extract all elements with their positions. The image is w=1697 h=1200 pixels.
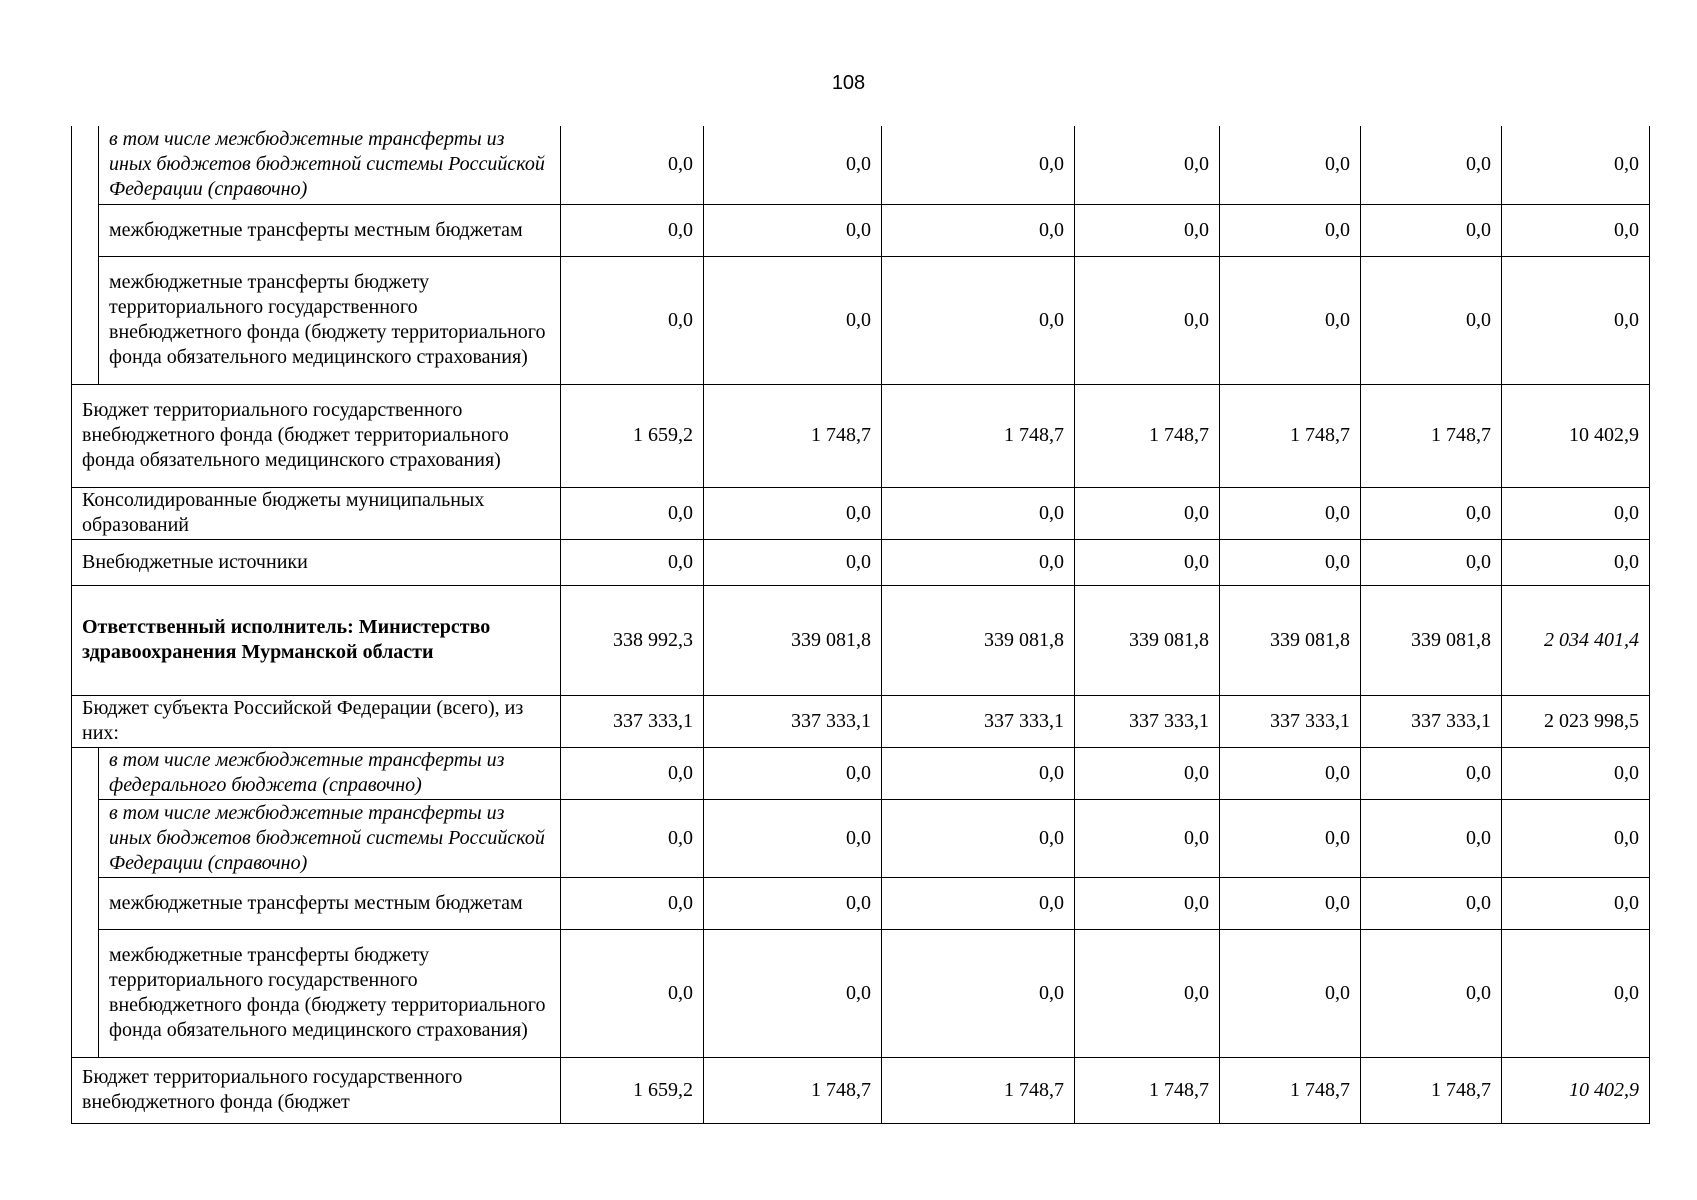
value-cell: 0,0 (1220, 877, 1361, 929)
value-cell: 0,0 (1220, 126, 1361, 204)
value-cell: 0,0 (704, 877, 882, 929)
value-cell: 0,0 (882, 487, 1075, 539)
value-cell: 0,0 (561, 204, 704, 256)
value-cell: 1 748,7 (1220, 384, 1361, 487)
total-value-cell: 10 402,9 (1502, 1057, 1650, 1123)
row-label: межбюджетные трансферты местным бюджетам (99, 877, 561, 929)
value-cell: 0,0 (1075, 929, 1220, 1057)
indent-cell (72, 747, 99, 799)
value-cell: 1 748,7 (882, 1057, 1075, 1123)
value-cell: 339 081,8 (1361, 585, 1502, 695)
value-cell: 0,0 (1075, 747, 1220, 799)
value-cell: 337 333,1 (1075, 695, 1220, 747)
value-cell: 0,0 (1361, 126, 1502, 204)
row-label: межбюджетные трансферты местным бюджетам (99, 204, 561, 256)
value-cell: 0,0 (1075, 539, 1220, 585)
value-cell: 339 081,8 (1220, 585, 1361, 695)
value-cell: 339 081,8 (1075, 585, 1220, 695)
table-row (72, 695, 1650, 747)
indent-cell (72, 799, 99, 877)
value-cell: 0,0 (882, 877, 1075, 929)
table-row (72, 585, 1650, 695)
value-cell: 0,0 (882, 799, 1075, 877)
value-cell: 0,0 (882, 539, 1075, 585)
value-cell: 0,0 (1502, 929, 1650, 1057)
value-cell: 1 748,7 (704, 384, 882, 487)
row-label: Консолидированные бюджеты муниципальных образований (72, 487, 561, 539)
value-cell: 10 402,9 (1502, 384, 1650, 487)
value-cell: 0,0 (561, 799, 704, 877)
row-label: Ответственный исполнитель: Министерство здравоохранения Мурманской области (72, 585, 561, 695)
indent-cell (72, 204, 99, 256)
value-cell: 0,0 (1502, 256, 1650, 384)
value-cell: 337 333,1 (561, 695, 704, 747)
value-cell: 0,0 (1075, 799, 1220, 877)
row-label: межбюджетные трансферты бюджету территориального государственного внебюджетного фонда (бюджету территориального фонда обязательного медицинского страхования) (99, 929, 561, 1057)
table-row (72, 747, 1650, 799)
value-cell: 339 081,8 (704, 585, 882, 695)
value-cell: 0,0 (1502, 126, 1650, 204)
table-row (72, 929, 1650, 1057)
value-cell: 0,0 (1220, 539, 1361, 585)
value-cell: 0,0 (561, 877, 704, 929)
table-row (72, 204, 1650, 256)
table-row (72, 126, 1650, 204)
value-cell: 1 748,7 (882, 384, 1075, 487)
value-cell: 0,0 (561, 487, 704, 539)
value-cell: 0,0 (1220, 799, 1361, 877)
value-cell: 0,0 (561, 929, 704, 1057)
value-cell: 1 748,7 (1075, 1057, 1220, 1123)
value-cell: 0,0 (1502, 487, 1650, 539)
value-cell: 0,0 (1220, 929, 1361, 1057)
value-cell: 1 659,2 (561, 384, 704, 487)
value-cell: 337 333,1 (882, 695, 1075, 747)
row-label: в том числе межбюджетные трансферты из иных бюджетов бюджетной системы Российской Федерации (справочно) (99, 126, 561, 204)
value-cell: 0,0 (1361, 204, 1502, 256)
value-cell: 1 748,7 (1220, 1057, 1361, 1123)
table-row (72, 877, 1650, 929)
value-cell: 0,0 (1502, 539, 1650, 585)
value-cell: 0,0 (1075, 126, 1220, 204)
row-label: в том числе межбюджетные трансферты из федерального бюджета (справочно) (99, 747, 561, 799)
value-cell: 338 992,3 (561, 585, 704, 695)
value-cell: 1 659,2 (561, 1057, 704, 1123)
value-cell: 0,0 (704, 929, 882, 1057)
row-label: в том числе межбюджетные трансферты из иных бюджетов бюджетной системы Российской Федерации (справочно) (99, 799, 561, 877)
row-label: межбюджетные трансферты бюджету территориального государственного внебюджетного фонда (бюджету территориального фонда обязательного медицинского страхования) (99, 256, 561, 384)
value-cell: 0,0 (882, 204, 1075, 256)
value-cell: 0,0 (1220, 487, 1361, 539)
value-cell: 0,0 (1361, 877, 1502, 929)
value-cell: 0,0 (1361, 799, 1502, 877)
value-cell: 1 748,7 (1075, 384, 1220, 487)
value-cell: 337 333,1 (1220, 695, 1361, 747)
value-cell: 0,0 (561, 747, 704, 799)
value-cell: 337 333,1 (704, 695, 882, 747)
indent-cell (72, 126, 99, 204)
total-value-cell: 2 034 401,4 (1502, 585, 1650, 695)
value-cell: 0,0 (1502, 747, 1650, 799)
value-cell: 0,0 (882, 256, 1075, 384)
value-cell: 0,0 (1502, 799, 1650, 877)
page-number: 108 (831, 72, 866, 94)
value-cell: 0,0 (1361, 747, 1502, 799)
value-cell: 1 748,7 (1361, 384, 1502, 487)
value-cell: 0,0 (561, 539, 704, 585)
table-row (72, 799, 1650, 877)
value-cell: 0,0 (1361, 929, 1502, 1057)
indent-cell (72, 929, 99, 1057)
value-cell: 0,0 (882, 747, 1075, 799)
value-cell: 0,0 (882, 929, 1075, 1057)
row-label: Бюджет субъекта Российской Федерации (всего), из них: (72, 695, 561, 747)
indent-cell (72, 256, 99, 384)
value-cell: 2 023 998,5 (1502, 695, 1650, 747)
value-cell: 0,0 (1220, 747, 1361, 799)
row-label: Бюджет территориального государственного внебюджетного фонда (бюджет (72, 1057, 561, 1123)
value-cell: 1 748,7 (1361, 1057, 1502, 1123)
value-cell: 0,0 (704, 126, 882, 204)
value-cell: 0,0 (704, 204, 882, 256)
value-cell: 0,0 (1361, 487, 1502, 539)
value-cell: 0,0 (704, 539, 882, 585)
value-cell: 0,0 (561, 126, 704, 204)
value-cell: 0,0 (1075, 487, 1220, 539)
value-cell: 0,0 (1075, 877, 1220, 929)
value-cell: 337 333,1 (1361, 695, 1502, 747)
table-row (72, 256, 1650, 384)
row-label: Бюджет территориального государственного внебюджетного фонда (бюджет территориального фонда обязательного медицинского страхования) (72, 384, 561, 487)
value-cell: 0,0 (704, 487, 882, 539)
value-cell: 0,0 (882, 126, 1075, 204)
indent-cell (72, 877, 99, 929)
value-cell: 0,0 (704, 747, 882, 799)
budget-table (71, 126, 1650, 1124)
table-row (72, 1057, 1650, 1123)
value-cell: 0,0 (1361, 539, 1502, 585)
value-cell: 0,0 (704, 256, 882, 384)
table-row (72, 487, 1650, 539)
value-cell: 0,0 (1220, 204, 1361, 256)
value-cell: 0,0 (1502, 877, 1650, 929)
value-cell: 0,0 (704, 799, 882, 877)
table-row (72, 539, 1650, 585)
value-cell: 0,0 (1502, 204, 1650, 256)
table-row (72, 384, 1650, 487)
value-cell: 0,0 (561, 256, 704, 384)
value-cell: 0,0 (1361, 256, 1502, 384)
value-cell: 1 748,7 (704, 1057, 882, 1123)
value-cell: 0,0 (1075, 256, 1220, 384)
value-cell: 0,0 (1075, 204, 1220, 256)
row-label: Внебюджетные источники (72, 539, 561, 585)
value-cell: 0,0 (1220, 256, 1361, 384)
value-cell: 339 081,8 (882, 585, 1075, 695)
